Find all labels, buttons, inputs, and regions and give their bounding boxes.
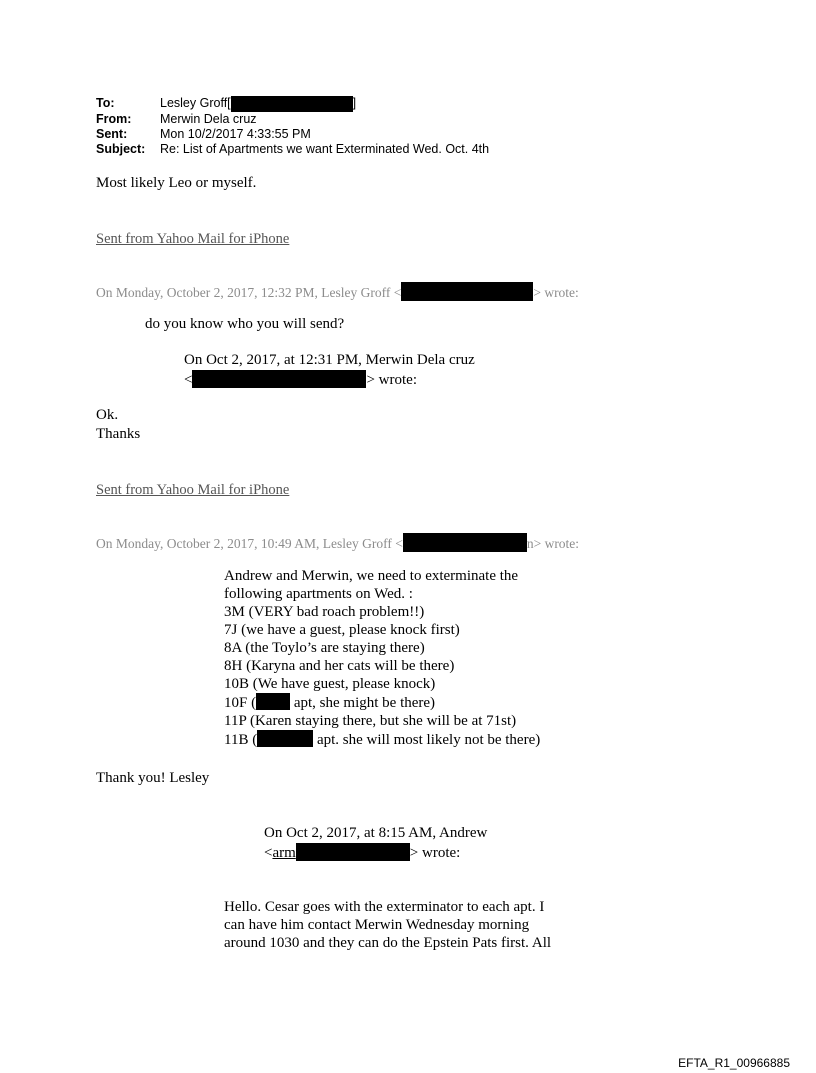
list-intro-line-1: Andrew and Merwin, we need to exterminate the <box>224 568 519 584</box>
from-label: From: <box>96 112 132 126</box>
subject-label: Subject: <box>96 142 146 156</box>
quote-header-2-lt: < <box>184 372 193 388</box>
quote-header-1-prefix: On Monday, October 2, 2017, 12:32 PM, Lesley Groff < <box>96 285 402 300</box>
quote-header-2-line1: On Oct 2, 2017, at 12:31 PM, Merwin Dela cruz <box>184 352 475 368</box>
list-item-11b-pre: 11B ( <box>224 732 258 748</box>
redaction-box <box>403 533 527 552</box>
redaction-box <box>192 370 366 388</box>
list-item-10f-pre: 10F ( <box>224 695 257 711</box>
subject-value: Re: List of Apartments we want Exterminated Wed. Oct. 4th <box>160 142 490 156</box>
quote-header-4-suffix: > wrote: <box>409 845 461 861</box>
redaction-box <box>257 730 313 747</box>
quote-header-3-suffix: > wrote: <box>533 536 580 551</box>
redaction-box <box>256 693 290 710</box>
quote-header-1-suffix: > wrote: <box>533 285 579 300</box>
quote-header-3 <box>96 533 579 553</box>
list-item-8a: 8A (the Toylo’s are staying there) <box>224 640 425 656</box>
to-value: Lesley Groff[ <box>160 96 231 110</box>
sent-row <box>96 127 489 142</box>
quote-header-4-line2 <box>264 843 460 862</box>
subject-row <box>96 142 489 157</box>
andrew-line-2: can have him contact Merwin Wednesday morning <box>224 917 530 933</box>
thank-you-signoff: Thank you! Lesley <box>96 770 210 786</box>
quote-header-2-suffix: > wrote: <box>366 372 417 388</box>
apartment-list <box>224 567 540 749</box>
quote-header-4-line1: On Oct 2, 2017, at 8:15 AM, Andrew <box>264 825 488 841</box>
redaction-box <box>401 282 533 301</box>
sent-value: Mon 10/2/2017 4:33:55 PM <box>160 127 311 141</box>
list-item-10b: 10B (We have guest, please knock) <box>224 676 436 692</box>
from-value: Merwin Dela cruz <box>160 112 257 126</box>
quote-header-4-email-start[interactable]: arm <box>272 845 296 861</box>
andrew-line-1: Hello. Cesar goes with the exterminator to each apt. I <box>224 899 545 915</box>
to-close: ] <box>352 96 357 110</box>
quote-header-3-prefix: On Monday, October 2, 2017, 10:49 AM, Lesley Groff < <box>96 536 403 551</box>
to-row <box>96 96 489 112</box>
andrew-message <box>224 898 551 952</box>
list-item-7j: 7J (we have a guest, please knock first) <box>224 622 460 638</box>
list-item-10f-post: apt, she might be there) <box>290 695 436 711</box>
email-header <box>96 96 489 157</box>
thanks-text: Thanks <box>96 426 141 442</box>
to-label: To: <box>96 96 115 110</box>
question-text: do you know who you will send? <box>145 316 345 332</box>
quote-header-4-lt: < <box>264 845 273 861</box>
andrew-line-3: around 1030 and they can do the Epstein Pats first. All <box>224 935 552 951</box>
quote-header-3-tail: n <box>526 536 534 551</box>
bates-number: EFTA_R1_00966885 <box>678 1056 790 1070</box>
list-item-11b <box>224 730 540 749</box>
quote-header-1 <box>96 282 579 302</box>
list-item-3m: 3M (VERY bad roach problem!!) <box>224 604 425 620</box>
from-row <box>96 112 489 127</box>
list-item-8h: 8H (Karyna and her cats will be there) <box>224 658 455 674</box>
reply-text: Most likely Leo or myself. <box>96 175 257 191</box>
ok-text: Ok. <box>96 407 119 423</box>
list-item-10f <box>224 693 540 712</box>
sent-from-yahoo-link[interactable]: Sent from Yahoo Mail for iPhone <box>96 231 290 247</box>
list-item-11p: 11P (Karen staying there, but she will be at 71st) <box>224 713 517 729</box>
sent-from-yahoo-link-2[interactable]: Sent from Yahoo Mail for iPhone <box>96 482 290 498</box>
list-intro-line-2: following apartments on Wed. : <box>224 586 413 602</box>
sent-label: Sent: <box>96 127 128 141</box>
quote-header-2-line2 <box>184 370 417 389</box>
list-item-11b-post: apt. she will most likely not be there) <box>313 732 541 748</box>
redaction-box <box>296 843 410 861</box>
redaction-box <box>231 96 353 112</box>
